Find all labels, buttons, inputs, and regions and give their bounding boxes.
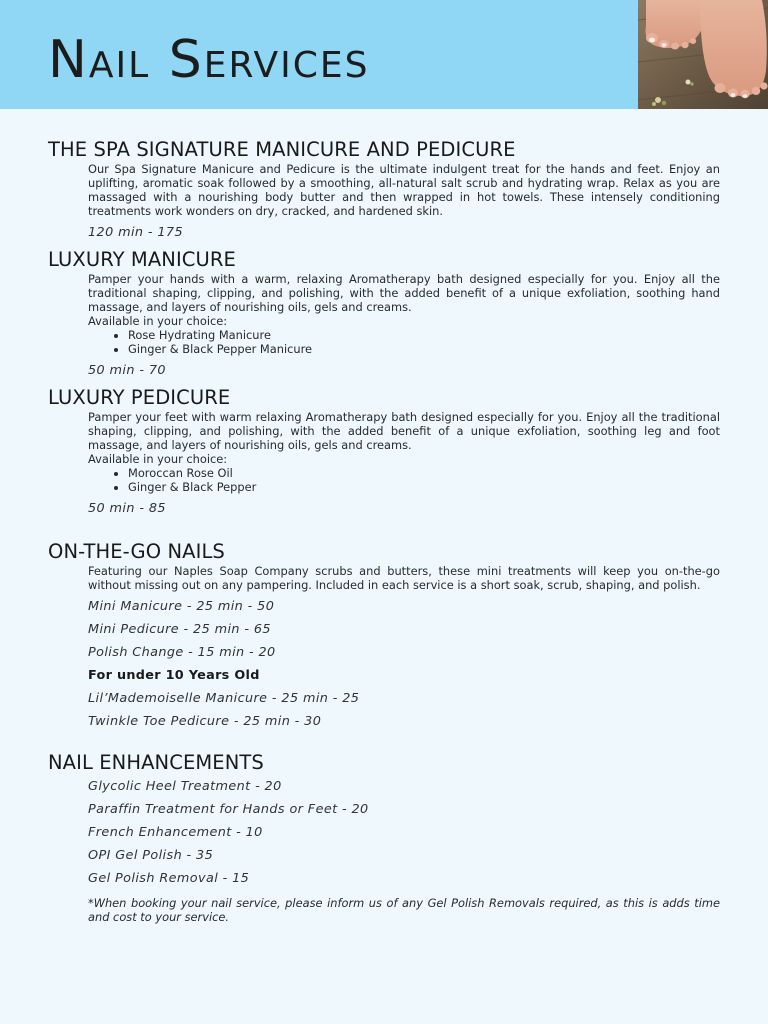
price-line: Polish Change - 15 min - 20	[88, 645, 276, 660]
price-line: Lil’Mademoiselle Manicure - 25 min - 25	[88, 691, 360, 706]
price-line: Paraffin Treatment for Hands or Feet - 20	[88, 802, 369, 817]
section-description: Pamper your hands with a warm, relaxing Aromatherapy bath designed especially for you. Enjoy all the traditional shaping, clipping, and polishing, with the added benefit of a unique exfoliation, soothing hand massage, and layers of nourishing oils, gels and creams.	[88, 272, 720, 314]
choice-label: Available in your choice:	[88, 314, 228, 328]
option-item: • Rose Hydrating Manicure	[128, 328, 720, 342]
section-luxury-manicure	[48, 248, 720, 382]
section-spa-signature	[48, 138, 720, 244]
option-item: • Ginger & Black Pepper	[128, 480, 720, 494]
bare-feet-photo	[638, 0, 768, 109]
price-line: Mini Pedicure - 25 min - 65	[88, 622, 271, 637]
section-title: LUXURY PEDICURE	[48, 386, 231, 409]
section-on-the-go	[48, 540, 720, 733]
kids-heading: For under 10 Years Old	[88, 668, 260, 683]
section-description: Our Spa Signature Manicure and Pedicure is the ultimate indulgent treat for the hands and feet. Enjoy an uplifting, aromatic soak followed by a smoothing, all-natural salt scrub and hydrating wrap. Relax as you are massaged with a nourishing body butter and then wrapped in hot towels. These intensely conditioning treatments work wonders on dry, cracked, and hardened skin.	[88, 162, 720, 218]
section-title: THE SPA SIGNATURE MANICURE AND PEDICURE	[48, 138, 516, 161]
price-line: Gel Polish Removal - 15	[88, 871, 250, 886]
price-line: 50 min - 70	[88, 363, 166, 378]
section-title: LUXURY MANICURE	[48, 248, 236, 271]
section-nail-enhancements	[48, 751, 720, 924]
services-content	[48, 138, 720, 924]
price-line: Mini Manicure - 25 min - 50	[88, 599, 275, 614]
section-description: Featuring our Naples Soap Company scrubs and butters, these mini treatments will keep you on-the-go without missing out on any pampering. Included in each service is a short soak, scrub, shaping, and polish.	[88, 564, 720, 592]
price-line: Twinkle Toe Pedicure - 25 min - 30	[88, 714, 322, 729]
choice-label: Available in your choice:	[88, 452, 228, 466]
options-list	[88, 466, 720, 494]
price-line: 50 min - 85	[88, 501, 166, 516]
price-line: OPI Gel Polish - 35	[88, 848, 214, 863]
booking-note: *When booking your nail service, please inform us of any Gel Polish Removals required, as this is adds time and cost to your service.	[88, 896, 720, 924]
section-luxury-pedicure	[48, 386, 720, 520]
options-list	[88, 328, 720, 356]
page-title: Nail Services	[48, 30, 370, 90]
price-line: Glycolic Heel Treatment - 20	[88, 779, 282, 794]
option-item: • Ginger & Black Pepper Manicure	[128, 342, 720, 356]
header-banner	[0, 0, 768, 109]
price-line: 120 min - 175	[88, 225, 184, 240]
price-line: French Enhancement - 10	[88, 825, 263, 840]
section-title: NAIL ENHANCEMENTS	[48, 751, 264, 774]
option-item: • Moroccan Rose Oil	[128, 466, 720, 480]
section-title: ON-THE-GO NAILS	[48, 540, 225, 563]
section-description: Pamper your feet with warm relaxing Aromatherapy bath designed especially for you. Enjoy all the traditional shaping, clipping, and polishing, with the added benefit of a unique exfoliation, soothing leg and foot massage, and layers of nourishing oils, gels and creams.	[88, 410, 720, 452]
